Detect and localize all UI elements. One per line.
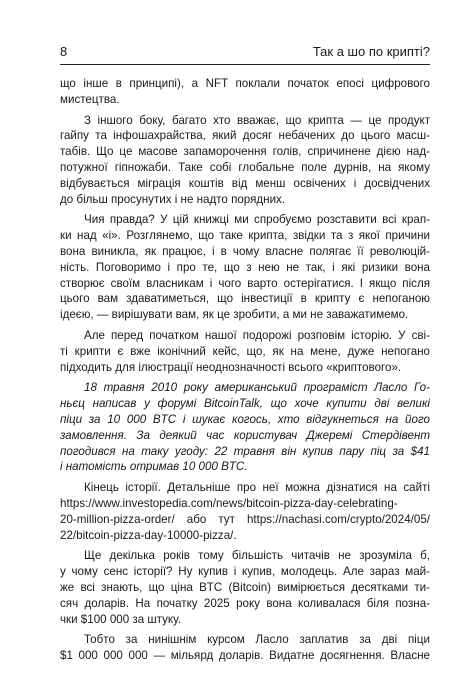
- running-title: Так а шо по крипті?: [312, 44, 430, 59]
- text-line: Чия правда? У цій книжці ми спробуємо розставити всі крап-: [84, 213, 430, 227]
- text-line: ки над «і». Розглянемо, що таке крипта, звідки та з якої причини: [60, 229, 430, 243]
- paragraph: [60, 76, 430, 108]
- text-line: ідеєю, — вирішувати вам, як це зробити, а ми не заважатимемо.: [60, 308, 409, 322]
- text-line: гайпу та інфошахрайства, який досяг небачених до цього масш-: [60, 129, 430, 143]
- text-line: мистецтва.: [60, 92, 120, 106]
- text-line: потужної гіпножаби. Таке собі глобальне поле дурнів, на якому: [60, 160, 430, 174]
- text-line: і натомість отримав 10 000 BTC.: [60, 460, 248, 474]
- text-line: Ще декілька років тому більшість читачів не зрозуміла б,: [84, 549, 430, 563]
- text-line: же всі знають, що ціна BTC (Bitcoin) вимірюється десятками ти-: [60, 580, 430, 594]
- paragraph: [60, 380, 430, 475]
- text-line: ньєц написав у форумі BitcoinTalk, що хоче купити дві великі: [60, 397, 430, 411]
- text-line: 18 травня 2010 року американський програміст Ласло Го-: [84, 381, 430, 395]
- text-line: З іншого боку, багато хто вважає, що крипта — це продукт: [84, 113, 430, 127]
- paragraph: [60, 632, 430, 664]
- text-line: до більш просунутих і не надто порядних.: [60, 192, 286, 206]
- text-line: Кінець історії. Детальніше про неї можна дізнатися на сайті: [84, 481, 430, 495]
- text-line: 22/bitcoin-pizza-day-10000-pizza/.: [60, 528, 237, 542]
- running-header: [60, 44, 430, 65]
- text-line: чки $100 000 за штуку.: [60, 612, 181, 626]
- text-line: ність. Поговоримо і про те, що з нею не так, і які ризики вона: [60, 260, 430, 274]
- text-line: https://www.investopedia.com/news/bitcoin-pizza-day-celebrating-: [60, 496, 398, 510]
- paragraph: [60, 328, 430, 375]
- paragraph: [60, 480, 430, 543]
- page-number: 8: [60, 44, 68, 59]
- text-line: створює своїм власникам і чого варто остерігатися. І якщо після: [60, 276, 430, 290]
- text-line: 20-million-pizza-order/ або тут https://nachasi.com/crypto/2024/05/: [60, 512, 430, 526]
- text-line: табів. Що це масове запаморочення голів, спричинене дією над-: [60, 145, 430, 159]
- text-line: вона виникла, як працює, і в чому власне полягає її революцій-: [60, 244, 430, 258]
- text-line: ті крипти є вже іконічний кейс, що, як на мене, дуже непогано: [60, 344, 430, 358]
- text-line: погодився на таку угоду: 22 травня він купив пару піц за $41: [60, 444, 430, 458]
- text-line: що інше в принципі), а NFT поклали початок епосі цифрового: [60, 77, 430, 90]
- text-line: цього вам здаватиметься, що інвестиції в крипту є непоганою: [60, 292, 430, 306]
- text-line: у чому сенс історії? Ну купив і купив, молодець. Але зараз май-: [60, 565, 430, 579]
- paragraph: [60, 212, 430, 323]
- paragraph: [60, 548, 430, 627]
- text-line: замовлення. За деякий час користувач Джеремі Стердівент: [60, 428, 430, 442]
- body-text: [60, 76, 430, 664]
- text-line: Але перед початком нашої подорожі розповім історію. У сві-: [84, 328, 430, 342]
- text-line: сяч доларів. На початку 2025 року вона коливалася біля позна-: [60, 596, 430, 610]
- text-line: піци за 10 000 BTC і шукає когось, хто відгукнеться на його: [60, 412, 430, 426]
- text-line: Тобто за нинішнім курсом Ласло заплатив за дві піци: [84, 633, 430, 647]
- paragraph: [60, 113, 430, 208]
- text-line: відбувається міграція коштів від менш освічених і досвідчених: [60, 176, 430, 190]
- text-line: $1 000 000 000 — мільярд доларів. Видатне досягнення. Власне: [60, 649, 430, 663]
- text-line: підходить для ілюстрації неоднозначності всього «криптового».: [60, 360, 402, 374]
